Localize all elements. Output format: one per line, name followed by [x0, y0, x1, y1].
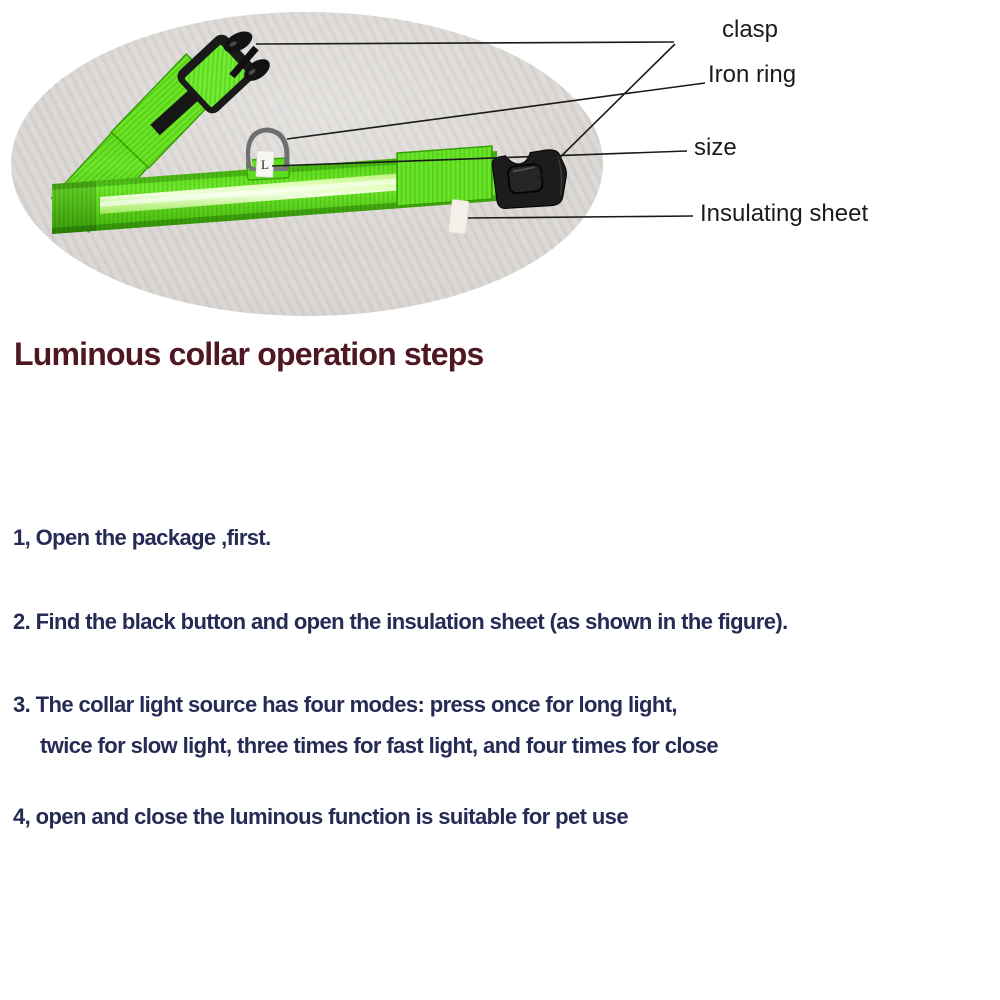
label-iron-ring: Iron ring	[708, 61, 797, 88]
step-1: 1, Open the package ,first.	[13, 525, 271, 550]
insulating-tab	[448, 199, 469, 234]
step-4: 4, open and close the luminous function is suitable for pet use	[13, 804, 628, 829]
step-2: 2. Find the black button and open the insulation sheet (as shown in the figure).	[13, 609, 788, 634]
page-title: Luminous collar operation steps	[14, 336, 484, 372]
step-3: 3. The collar light source has four modes: press once for long light,	[13, 692, 677, 717]
strap-left-fold	[52, 181, 96, 234]
size-tag-letter: L	[261, 157, 269, 172]
label-insulating-sheet: Insulating sheet	[700, 200, 869, 227]
label-clasp: clasp	[722, 16, 779, 43]
product-photo	[0, 0, 1000, 340]
label-size: size	[694, 134, 737, 161]
step-3-continued: twice for slow light, three times for fast light, and four times for close	[40, 733, 719, 758]
